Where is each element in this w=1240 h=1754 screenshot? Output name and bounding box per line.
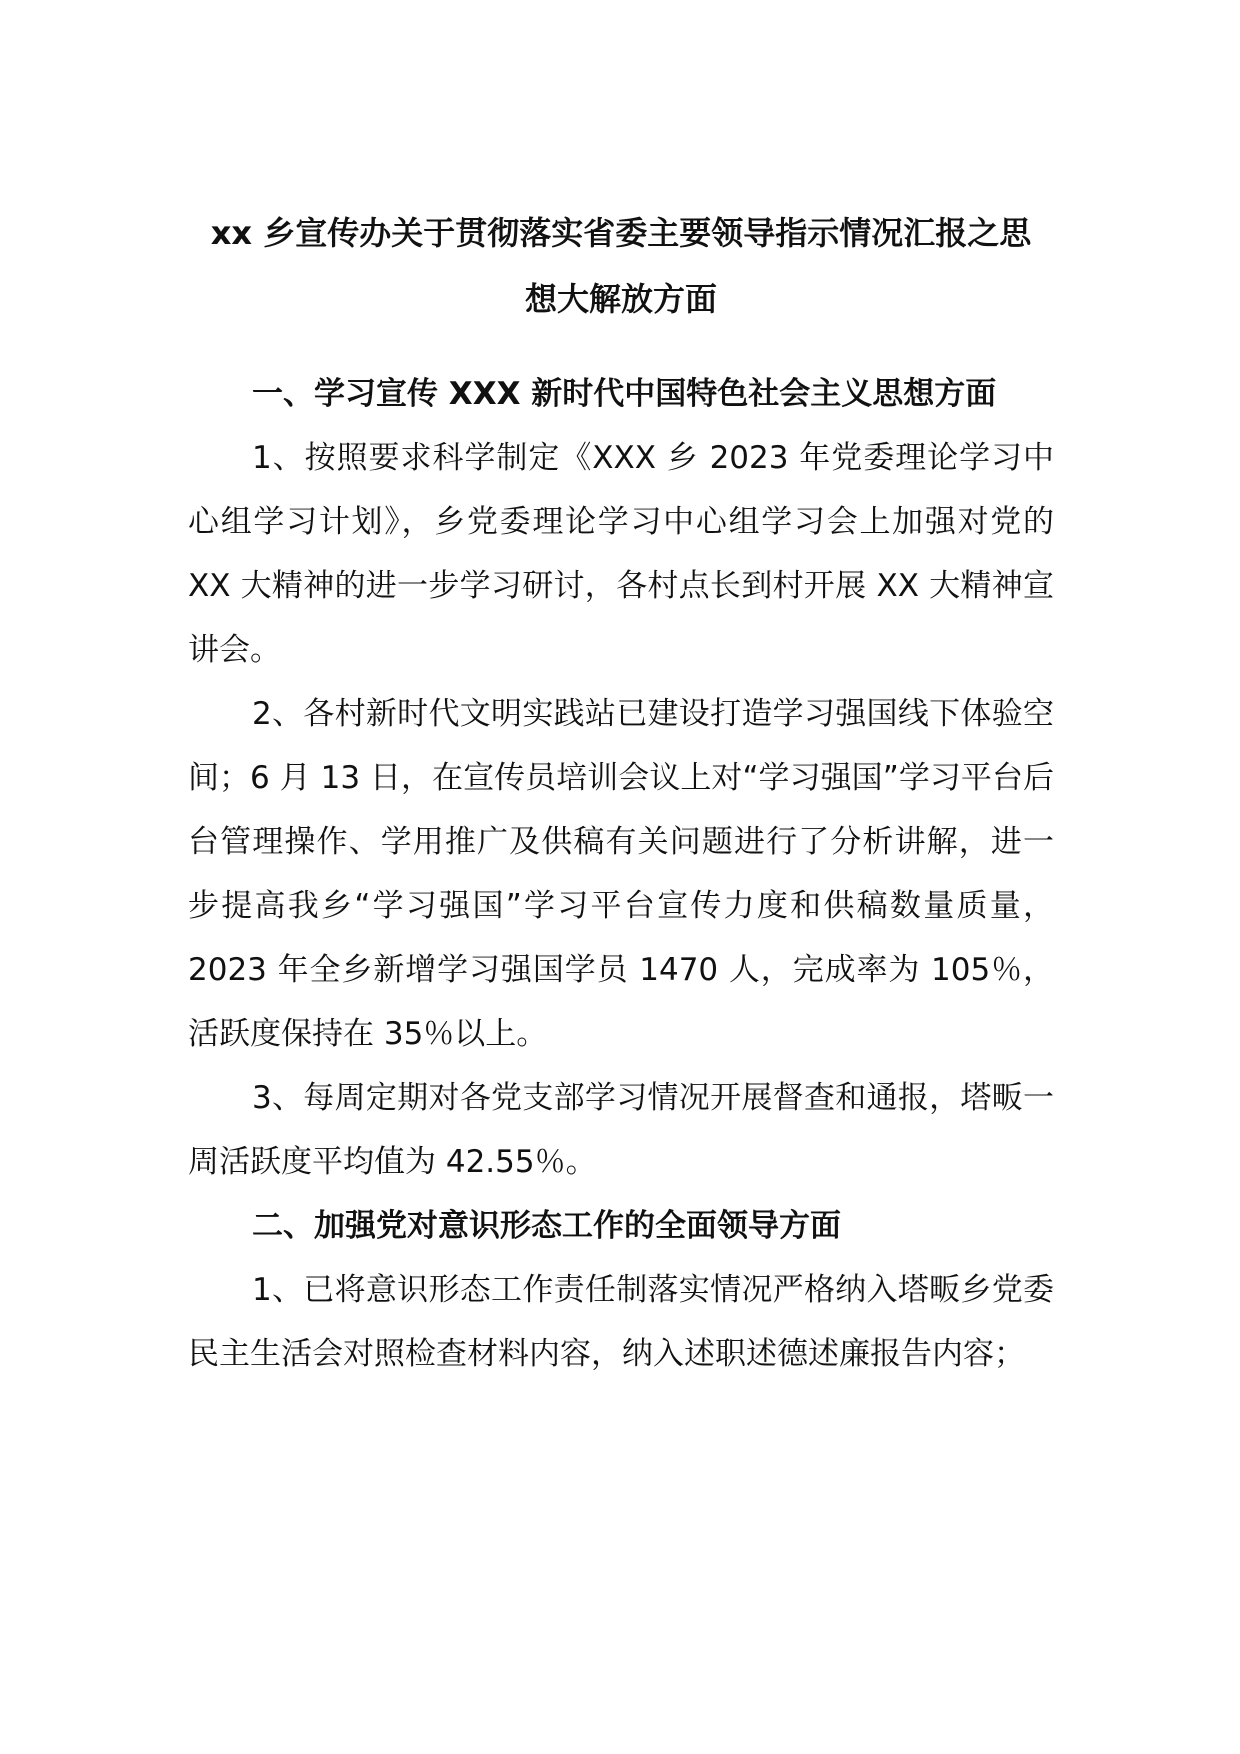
title-line-2: 想大解放方面 (524, 280, 717, 318)
section-1-item-3: 3、每周定期对各党支部学习情况开展督查和通报，塔畈一周活跃度平均值为 42.55％。 (188, 1080, 1054, 1180)
section-1-heading: 一、学习宣传 XXX 新时代中国特色社会主义思想方面 (252, 376, 997, 412)
document-page (188, 200, 1054, 1386)
section-1-item-2: 2、各村新时代文明实践站已建设打造学习强国线下体验空间；6 月 13 日，在宣传员培训会议上对“学习强国”学习平台后台管理操作、学用推广及供稿有关问题进行了分析讲解，进一步提高我乡“学习强国”学习平台宣传力度和供稿数量质量，2023 年全乡新增学习强国学员 1470 人，完成率为 105％，活跃度保持在 35％以上。 (188, 696, 1054, 1052)
document-title (188, 200, 1054, 332)
section-1-item-1: 1、按照要求科学制定《XXX 乡 2023 年党委理论学习中心组学习计划》，乡党委理论学习中心组学习会上加强对党的 XX 大精神的进一步学习研讨，各村点长到村开展 XX 大精神宣讲会。 (188, 440, 1054, 668)
section-2-heading: 二、加强党对意识形态工作的全面领导方面 (252, 1208, 841, 1244)
title-line-1: xx 乡宣传办关于贯彻落实省委主要领导指示情况汇报之思 (210, 214, 1032, 252)
section-2-item-1: 1、已将意识形态工作责任制落实情况严格纳入塔畈乡党委民主生活会对照检查材料内容，纳入述职述德述廉报告内容； (188, 1272, 1054, 1372)
